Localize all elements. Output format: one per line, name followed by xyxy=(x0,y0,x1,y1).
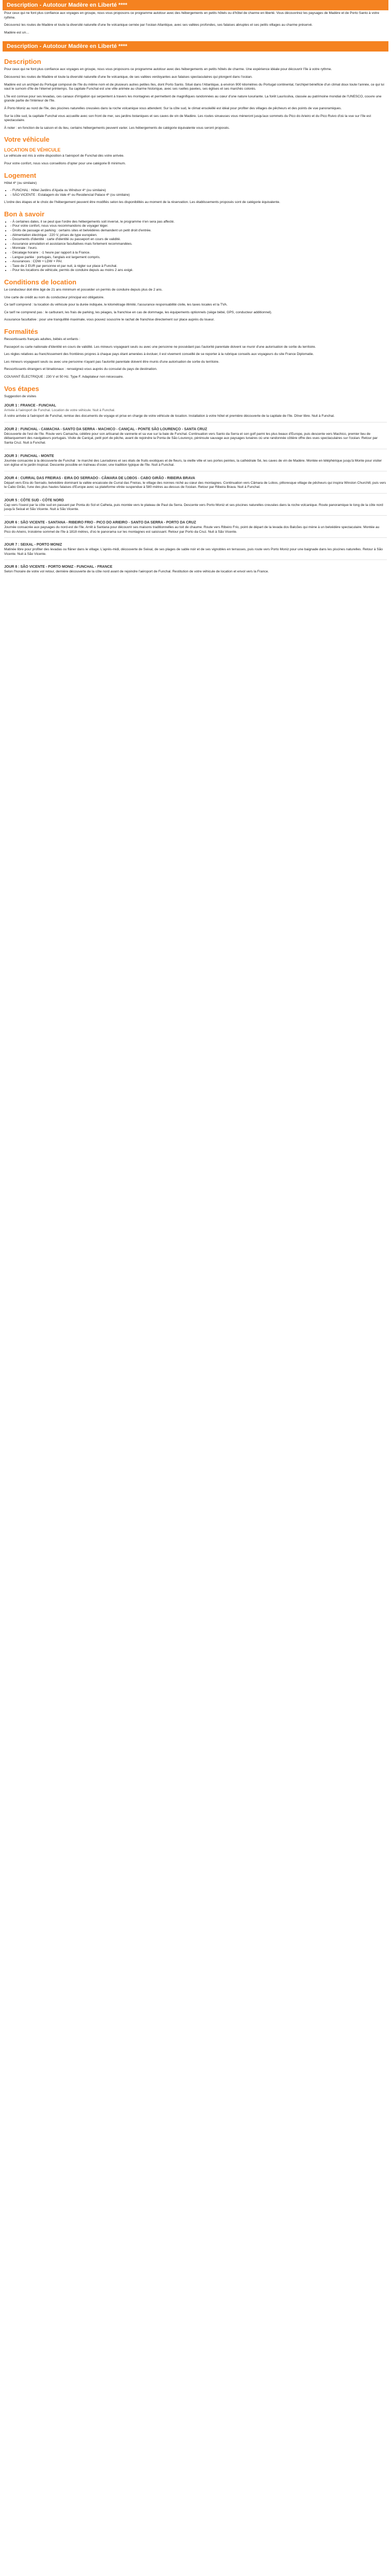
page xyxy=(0,0,391,581)
stages-title: Vos étapes xyxy=(4,384,39,393)
vehicle-p: Le véhicule est mis à votre disposition à l'aéroport de Funchal dès votre arrivée. xyxy=(4,154,124,158)
day-text: Journée consacrée à la découverte de Funchal : le marché des Lavradores et ses étals de fruits exotiques et de fleurs, la vieille ville et ses portes peintes, la cathédrale Sé, les caves de vin de Madère. Montée en téléphérique jusqu'à Monte pour visiter son église et le jardin tropical. Descente possible en traîneau d'osier, une tradition typique de l'île. Nuit à Funchal. xyxy=(4,459,382,467)
day-text: Selon l'horaire de votre vol retour, dernière découverte de la côte nord avant de rejoindre l'aéroport de Funchal. Restitution de votre véhicule de location et envol vers la France. xyxy=(4,570,269,574)
description-p: Sur la côte sud, la capitale Funchal vous accueille avec son front de mer, ses jardins botaniques et ses caves de vin de Madère. Les routes sinueuses vous mèneront jusqu'aux sommets du Pico do Arieiro et du Pico Ruivo d'où la vue sur l'île est spectaculaire. xyxy=(4,114,371,123)
day-title: JOUR 1 : FRANCE - FUNCHAL xyxy=(4,404,56,408)
page-banner: Description - Autotour Madère en Liberté **** xyxy=(3,0,388,10)
intro-p2: Découvrez les routes de Madère et toute la diversité naturelle d'une île volcanique cernée par l'océan Atlantique, avec ses vallées profondes, ses falaises abruptes et ses petits villages au charme préservé. xyxy=(4,23,313,27)
list-item: • - Taxe de 2 EUR par personne et par nuit, à régler sur place à Funchal. xyxy=(10,264,387,269)
list-item: • - À certaines dates, il se peut que l'ordre des hébergements soit inversé, le programme n'en sera pas affecté. xyxy=(10,220,387,225)
lodging-title: Logement xyxy=(4,171,37,179)
rental-conditions-title: Conditions de location xyxy=(4,278,77,286)
list-item: • - Langue parlée : portugais, l'anglais est largement compris. xyxy=(10,256,387,260)
day-title: JOUR 2 : FUNCHAL - CAMACHA - SANTO DA SERRA - MACHICO - CANIÇAL - PONTE SÃO LOURENÇO - SANTA CRUZ xyxy=(4,427,207,431)
stages-subtitle: Suggestion de visites xyxy=(4,394,37,398)
day-text: Cap vers l'ouest par la côte sud en passant par Ponta do Sol et Calheta, puis montée vers le plateau de Paul da Serra. Descente vers Porto Moniz et ses piscines naturelles creusées dans la roche volcanique. Route panoramique le long de la côte nord jusqu'à Seixal et São Vicente. Nuit à São Vicente. xyxy=(4,503,383,512)
day-text: Matinée libre pour profiter des levadas ou flâner dans le village. L'après-midi, découverte de Seixal, de ses plages de sable noir et de ses vignobles en terrasses, puis route vers Porto Moniz pour une baignade dans les piscines naturelles. Retour à São Vicente. Nuit à São Vicente. xyxy=(4,548,383,556)
formalities-p: COUVANT ÉLECTRIQUE : 230 V et 50 Hz. Type F. Adaptateur non nécessaire. xyxy=(4,375,124,379)
list-item: • - Assurances : CDW + LDW + PAI. xyxy=(10,260,387,264)
day-text: Départ vers Eira do Serrado, belvédère dominant la vallée encaissée de Curral das Freiras, le village des nonnes niché au cœur des montagnes. Continuation vers Câmara de Lobos, pittoresque village de pêcheurs qui inspira Winston Churchill, puis vers le Cabo Girão, l'une des plus hautes falaises d'Europe avec sa plateforme vitrée suspendue à 580 mètres au-dessus de l'océan. Retour par Ribeira Brava. Nuit à Funchal. xyxy=(4,481,386,489)
lodging-list xyxy=(10,189,387,197)
description-p: L'île est connue pour ses levadas, ces canaux d'irrigation qui serpentent à travers les montagnes et permettent de magnifiques randonnées au cœur d'une nature luxuriante. La forêt Laurissilva, classée au patrimoine mondial de l'UNESCO, couvre une grande partie de l'intérieur de l'île. xyxy=(4,94,382,103)
formalities-p: Les règles relatives au franchissement des frontières propres à chaque pays étant amenées à évoluer, il est vivement conseillé de se reporter à la rubrique conseils aux voyageurs du site France Diplomatie. xyxy=(4,352,314,357)
intro-section xyxy=(3,10,388,41)
intro-p3: Madère est un… xyxy=(4,30,29,35)
description-p: À noter : en fonction de la saison et du lieu, certains hébergements peuvent varier. Les hébergements de catégorie équivalente vous seront proposés. xyxy=(4,126,230,130)
divider xyxy=(4,515,387,516)
intro-p1: Pour ceux qui ne font plus confiance aux voyages en groupe, nous vous proposons ce programme autotour avec des hébergements en petits hôtels ou d'hôtel de charme en liberté. Vous découvrirez les paysages de Madère et de Porto Santo à votre rythme. xyxy=(4,11,380,20)
list-item: • - Documents d'identité : carte d'identité ou passeport en cours de validité. xyxy=(10,238,387,242)
list-item: • - Monnaie : l'euro. xyxy=(10,246,387,251)
day-title: JOUR 4 : CURRAL DAS FREIRAS - EIRA DO SERRADO - CÂMARA DE LOBOS - CABO GIRÃO - RIBEIRA BRAVA xyxy=(4,476,196,480)
day-title: JOUR 8 : SÃO VICENTE - PORTO MONIZ - FUNCHAL - FRANCE xyxy=(4,565,112,569)
description-p: Madère est un archipel du Portugal composé de l'île du même nom et de plusieurs autres petites îles, dont Porto Santo. Situé dans l'Atlantique, à environ 900 kilomètres du Portugal continental, l'archipel bénéficie d'un climat doux toute l'année, ce qui lui vaut le surnom d'île de l'éternel printemps. Sa capitale Funchal est une ville animée au charme historique, avec ses ruelles pavées, ses églises et ses marchés colorés. xyxy=(4,82,384,91)
rental-p: Ce tarif ne comprend pas : le carburant, les frais de parking, les péages, la franchise en cas de dommage, les équipements optionnels (siège bébé, GPS, conducteur additionnel). xyxy=(4,310,272,314)
description-section xyxy=(3,52,388,581)
rental-p: Une carte de crédit au nom du conducteur principal est obligatoire. xyxy=(4,295,105,299)
list-item: • - Pour votre confort, nous vous recommandons de voyager léger. xyxy=(10,224,387,229)
day-meta: Arrivée à l'aéroport de Funchal. Location de votre véhicule. Nuit à Funchal. xyxy=(4,409,116,413)
list-item: • - Droits de passage et parking : certains sites et belvédères demandent un petit droit d'entrée. xyxy=(10,229,387,233)
rental-p: Le conducteur doit être âgé de 21 ans minimum et posséder un permis de conduire depuis plus de 2 ans. xyxy=(4,288,163,292)
vehicle-title: Votre véhicule xyxy=(4,135,50,144)
day-title: JOUR 7 : SEIXAL - PORTO MONIZ xyxy=(4,543,62,547)
day-title: JOUR 5 : CÔTE SUD - CÔTE NORD xyxy=(4,498,64,502)
formalities-p: Ressortissants français adultes, bébés et enfants : xyxy=(4,337,80,341)
list-item: • - Pour les locations de véhicule, permis de conduire depuis au moins 2 ans exigé. xyxy=(10,268,387,273)
day-text: À votre arrivée à l'aéroport de Funchal, remise des documents de voyage et prise en charge de votre véhicule de location. Installation à votre hôtel et première découverte de la capitale de l'île. Dîner libre. Nuit à Funchal. xyxy=(4,414,335,418)
description-p: Découvrez les routes de Madère et toute la diversité naturelle d'une île volcanique, de ses vallées verdoyantes aux falaises spectaculaires qui plongent dans l'océan. xyxy=(4,75,253,79)
lodging-subtitle: Hôtel 4* (ou similaire) xyxy=(4,181,37,185)
day-text: Journée consacrée aux paysages du nord-est de l'île. Arrêt à Santana pour découvrir ses maisons traditionnelles au toit de chaume. Route vers Ribeiro Frio, point de départ de la levada dos Balcões qui mène à un belvédère spectaculaire. Montée au Pico do Arieiro, troisième sommet de l'île à 1818 mètres, d'où le panorama sur les montagnes est saisissant. Retour par Porto da Cruz. Nuit à São Vicente. xyxy=(4,526,380,534)
day-title: JOUR 6 : SÃO VICENTE - SANTANA - RIBEIRO FRIO - PICO DO ARIEIRO - SANTO DA SERRA - PORTO DA CRUZ xyxy=(4,521,197,525)
day-title: JOUR 3 : FUNCHAL - MONTE xyxy=(4,454,54,458)
description-p: Pour ceux qui ne font plus confiance aux voyages en groupe, nous vous proposons ce programme autotour avec des hébergements en petits hôtels de charme. Une expérience idéale pour découvrir l'île à votre rythme. xyxy=(4,67,332,72)
description-title: Description xyxy=(4,58,41,66)
day-text: Découverte de l'est de l'île. Route vers Camacha, célèbre pour son artisanat de vannerie et sa vue sur la baie de Funchal. Continuation vers Santo da Serra et son golf parmi les plus beaux d'Europe, puis descente vers Machico, premier lieu de débarquement des navigateurs portugais. Visite de Caniçal, petit port de pêche, avant de rejoindre la Ponta de São Lourenço, péninsule sauvage aux paysages lunaires où une randonnée côtière offre des vues spectaculaires sur l'océan. Retour par Santa Cruz. Nuit à Funchal. xyxy=(4,432,378,445)
lodging-note: L'ordre des étapes et le choix de l'hébergement peuvent être modifiés selon les disponibilités au moment de la réservation. Les établissements proposés sont de catégorie équivalente. xyxy=(4,200,281,205)
formalities-p: Ressortissants étrangers et binationaux : renseignez-vous auprès du consulat du pays de destination. xyxy=(4,367,157,371)
list-item: • - Décalage horaire : -1 heure par rapport à la France. xyxy=(10,251,387,256)
list-item: • - FUNCHAL : Hôtel Jardins d'Ajuda ou Windsor 4* (ou similaire) xyxy=(10,189,387,193)
formalities-p: Passeport ou carte nationale d'identité en cours de validité. Les mineurs voyageant seuls ou avec une personne ne possédant pas l'autorité parentale doivent se munir d'une autorisation de sortie du territoire. xyxy=(4,345,316,349)
list-item: • - SÃO VICENTE : Estalagem do Vale 4* ou Residencial Palace 4* (ou similaire) xyxy=(10,193,387,198)
vehicle-p: Pour votre confort, nous vous conseillons d'opter pour une catégorie B minimum. xyxy=(4,161,126,165)
formalities-title: Formalités xyxy=(4,327,38,335)
formalities-p: Les mineurs voyageant seuls ou avec une personne n'ayant pas l'autorité parentale doivent être munis d'une autorisation de sortie du territoire. xyxy=(4,360,220,364)
list-item: • - Assurance annulation et assistance facultatives mais fortement recommandées. xyxy=(10,242,387,247)
list-item: • - Alimentation électrique : 220 V, prises de type européen. xyxy=(10,233,387,238)
page-banner-2: Description - Autotour Madère en Liberté **** xyxy=(3,41,388,52)
divider xyxy=(4,493,387,494)
good-to-know-title: Bon à savoir xyxy=(4,210,45,218)
description-p: À Porto Moniz au nord de l'île, des piscines naturelles creusées dans la roche volcanique vous attendent. Sur la côte sud, le climat ensoleillé est idéal pour profiter des villages de pêcheurs et des points de vue panoramiques. xyxy=(4,106,342,110)
good-to-know-list xyxy=(10,220,387,273)
rental-p: Assurance facultative : pour une tranquillité maximale, vous pouvez souscrire le rachat de franchise directement sur place auprès du loueur. xyxy=(4,318,215,322)
vehicle-subtitle: LOCATION DE VÉHICULE xyxy=(4,147,61,153)
divider xyxy=(4,537,387,538)
rental-p: Ce tarif comprend : la location du véhicule pour la durée indiquée, le kilométrage illimité, l'assurance responsabilité civile, les taxes locales et la TVA. xyxy=(4,303,228,307)
